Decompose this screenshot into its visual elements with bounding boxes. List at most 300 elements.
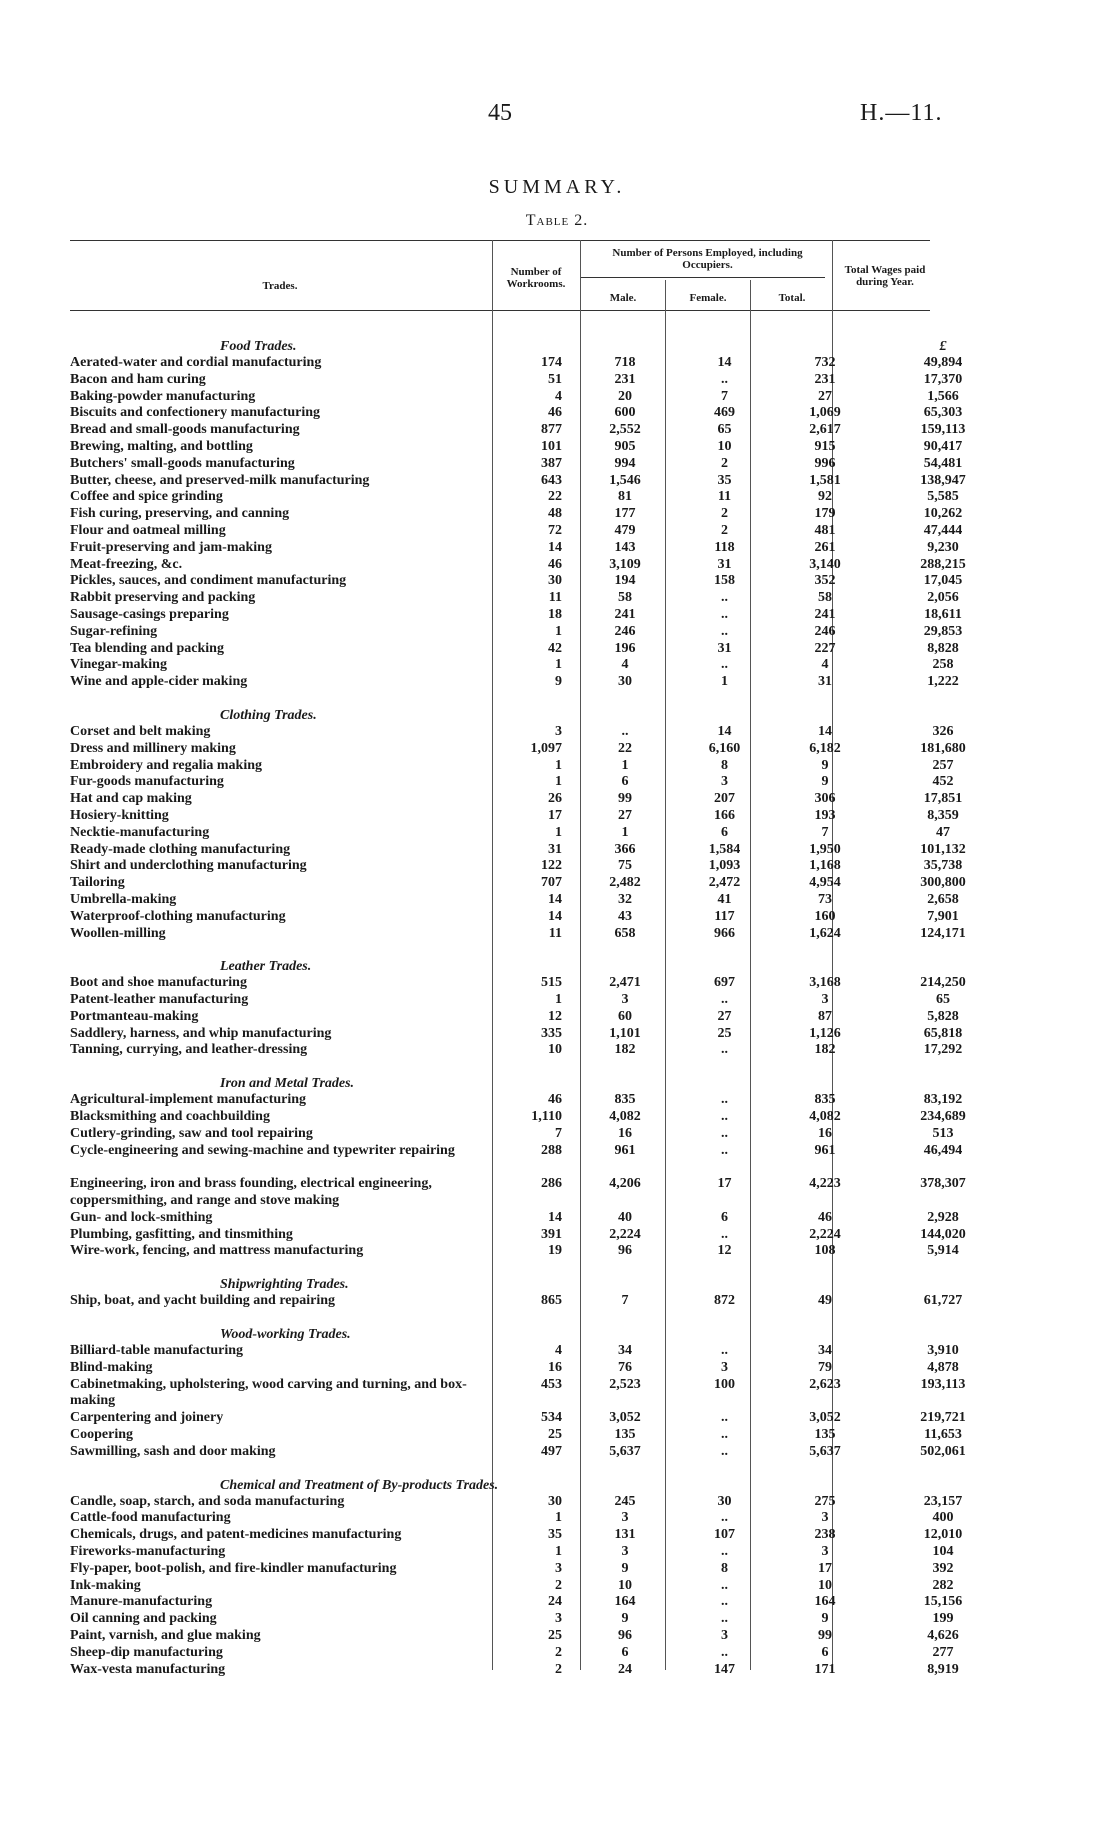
- wages-amount: 46,494: [923, 1142, 963, 1158]
- male-count: 245: [614, 1493, 636, 1509]
- male-count: 32: [618, 891, 632, 907]
- wages-amount: 1,222: [927, 674, 959, 690]
- table-row: [70, 388, 959, 406]
- trade-name: Flour and oatmeal milling: [70, 522, 226, 538]
- workrooms-count: 18: [548, 606, 562, 622]
- trade-name: Fly-paper, boot-polish, and fire-kindler manufacturing: [70, 1560, 397, 1576]
- table-row: [70, 1443, 966, 1461]
- wages-amount: 12,010: [923, 1527, 963, 1543]
- trade-name: Bacon and ham curing: [70, 371, 206, 387]
- table-row: [70, 1644, 954, 1662]
- header-persons: Number of Persons Employed, including Occupiers.: [612, 247, 803, 271]
- trade-section: [70, 707, 966, 942]
- workrooms-count: 865: [541, 1293, 562, 1309]
- workrooms-count: 14: [548, 539, 562, 555]
- trade-name: Umbrella-making: [70, 891, 177, 907]
- total-count: 31: [818, 674, 832, 690]
- trade-name: Shirt and underclothing manufacturing: [70, 858, 307, 874]
- trade-name: Necktie-manufacturing: [70, 824, 210, 840]
- female-count: 65: [717, 422, 732, 438]
- total-count: 961: [814, 1142, 836, 1158]
- workrooms-count: 391: [541, 1226, 562, 1242]
- table-row: [70, 1577, 954, 1595]
- female-count: ..: [721, 1427, 728, 1443]
- total-count: 1,168: [809, 858, 841, 874]
- table-row: [70, 875, 966, 892]
- currency-symbol: £: [939, 339, 947, 354]
- male-count: 143: [614, 539, 636, 555]
- table-row: [70, 355, 963, 372]
- wages-amount: 17,851: [923, 791, 963, 807]
- workrooms-count: 11: [548, 590, 562, 606]
- total-count: 227: [814, 640, 836, 656]
- total-count: 3,168: [809, 975, 841, 991]
- wages-amount: 90,417: [923, 438, 963, 454]
- workrooms-count: 3: [555, 1611, 562, 1627]
- workrooms-count: 46: [548, 1092, 562, 1108]
- female-count: 697: [714, 975, 735, 991]
- male-count: 3: [621, 1510, 629, 1526]
- table-row: [70, 1209, 959, 1227]
- header-workrooms: Number of Workrooms.: [506, 266, 566, 290]
- table-row: [70, 405, 963, 422]
- workrooms-count: 24: [548, 1594, 562, 1610]
- female-count: ..: [721, 1611, 728, 1627]
- trade-name: Boot and shoe manufacturing: [70, 975, 247, 991]
- workrooms-count: 31: [548, 841, 562, 857]
- male-count: 96: [618, 1628, 632, 1643]
- total-count: 10: [818, 1577, 832, 1593]
- female-count: 27: [717, 1008, 732, 1024]
- workrooms-count: 14: [548, 1209, 562, 1225]
- wages-amount: 101,132: [920, 841, 966, 857]
- total-count: 835: [814, 1092, 836, 1108]
- table-row: [70, 757, 954, 775]
- header-wages: Total Wages paid during Year.: [844, 264, 926, 288]
- female-count: 3: [721, 1359, 728, 1375]
- wages-amount: 5,914: [927, 1243, 959, 1259]
- female-count: ..: [721, 1125, 728, 1141]
- table-row: [70, 1594, 963, 1611]
- total-count: 2,617: [809, 422, 841, 438]
- total-count: 73: [818, 891, 832, 907]
- wages-amount: 234,689: [920, 1109, 966, 1125]
- page-header: [0, 100, 1114, 130]
- trade-name: Plumbing, gasfitting, and tinsmithing: [70, 1226, 293, 1242]
- male-count: 366: [614, 841, 636, 857]
- trade-name: Baking-powder manufacturing: [70, 388, 256, 404]
- total-count: 49: [818, 1293, 832, 1309]
- wages-amount: 35,738: [923, 858, 963, 874]
- female-count: ..: [721, 657, 728, 673]
- male-count: 2,523: [609, 1376, 641, 1392]
- table-row: [70, 841, 966, 859]
- female-count: 166: [714, 807, 735, 823]
- male-count: 961: [614, 1142, 636, 1158]
- total-count: 92: [818, 489, 832, 505]
- total-count: 9: [821, 1611, 829, 1627]
- male-count: 4: [621, 657, 629, 673]
- male-count: 16: [618, 1125, 632, 1141]
- female-count: 14: [717, 355, 732, 370]
- female-count: ..: [721, 1226, 728, 1242]
- table-row: [70, 539, 959, 557]
- table-row: [70, 891, 959, 909]
- table-row: [70, 858, 963, 875]
- female-count: ..: [721, 1644, 728, 1660]
- workrooms-count: 9: [555, 674, 562, 690]
- header-top-rule: [70, 240, 930, 241]
- workrooms-count: 122: [541, 858, 562, 874]
- trade-name: Embroidery and regalia making: [70, 757, 263, 773]
- total-count: 352: [814, 573, 836, 589]
- trade-name: Gun- and lock-smithing: [70, 1209, 213, 1225]
- female-count: 25: [717, 1025, 732, 1041]
- female-count: 147: [714, 1661, 735, 1677]
- table-row: [70, 1376, 966, 1411]
- trade-name: Coopering: [70, 1427, 133, 1443]
- table-row: [70, 1661, 959, 1679]
- workrooms-count: 387: [541, 455, 562, 471]
- workrooms-count: 2: [555, 1577, 562, 1593]
- female-count: 6,160: [708, 740, 741, 756]
- male-count: 75: [618, 858, 632, 874]
- wages-amount: 258: [932, 657, 954, 673]
- header-male: Male.: [609, 292, 637, 304]
- female-count: ..: [721, 1109, 728, 1125]
- persons-subheader-rule: [580, 277, 825, 278]
- wages-amount: 18,611: [924, 606, 962, 622]
- trade-name: Cattle-food manufacturing: [70, 1510, 231, 1526]
- table-row: [70, 657, 954, 674]
- workrooms-count: 17: [548, 807, 562, 823]
- trade-name: Cycle-engineering and sewing-machine and typewriter repairing: [70, 1142, 455, 1158]
- wages-amount: 2,056: [927, 590, 959, 606]
- female-count: ..: [721, 1343, 728, 1359]
- table-row: [70, 740, 966, 758]
- male-count: 22: [618, 740, 632, 756]
- female-count: 966: [714, 925, 735, 941]
- total-count: 99: [818, 1628, 832, 1643]
- table-row: [70, 573, 963, 590]
- trade-name: Blind-making: [70, 1359, 153, 1375]
- trade-name: Billiard-table manufacturing: [70, 1343, 244, 1359]
- male-count: 4,206: [609, 1176, 641, 1192]
- trade-name: Wire-work, fencing, and mattress manufacturing: [70, 1243, 364, 1259]
- total-count: 4,082: [809, 1109, 841, 1125]
- table-row: [70, 807, 959, 825]
- male-count: 246: [614, 623, 636, 639]
- document-reference: H.—11.: [860, 100, 943, 126]
- male-count: 7: [621, 1293, 629, 1309]
- trade-name: Fish curing, preserving, and canning: [70, 506, 290, 522]
- wages-amount: 9,230: [927, 539, 959, 555]
- trade-name: Chemicals, drugs, and patent-medicines manufacturing: [70, 1527, 402, 1543]
- wages-amount: 282: [932, 1577, 954, 1593]
- female-count: 2: [721, 506, 728, 522]
- section-title: Chemical and Treatment of By-products Trades.: [220, 1477, 499, 1493]
- workrooms-count: 14: [548, 891, 562, 907]
- table-row: [70, 1008, 959, 1026]
- section-title: Food Trades. £: [70, 338, 930, 355]
- total-count: 46: [818, 1209, 832, 1225]
- male-count: 4,082: [609, 1109, 641, 1125]
- total-count: 9: [821, 774, 829, 790]
- workrooms-count: 46: [548, 556, 562, 572]
- wages-amount: 1,566: [927, 388, 959, 404]
- total-count: 246: [814, 623, 836, 639]
- workrooms-count: 3: [555, 1560, 562, 1576]
- male-count: 135: [614, 1427, 636, 1443]
- total-count: 3,140: [809, 556, 841, 572]
- male-count: 2,482: [609, 875, 641, 891]
- trade-name: Brewing, malting, and bottling: [70, 438, 253, 454]
- wages-amount: 277: [932, 1644, 954, 1660]
- trade-name: Butchers' small-goods manufacturing: [70, 455, 295, 471]
- male-count: 1,101: [609, 1025, 641, 1041]
- male-count: 6: [621, 1644, 629, 1660]
- total-count: 4: [821, 657, 829, 673]
- male-count: 24: [618, 1661, 632, 1677]
- table-row: [70, 1293, 963, 1310]
- workrooms-count: 14: [548, 908, 562, 924]
- total-count: 2,224: [809, 1226, 841, 1242]
- workrooms-count: 643: [541, 472, 562, 488]
- workrooms-count: 1: [555, 1510, 562, 1526]
- wages-amount: 47,444: [923, 522, 963, 538]
- total-count: 3: [821, 992, 829, 1008]
- table-row: [70, 455, 963, 473]
- male-count: 1: [621, 824, 629, 840]
- female-count: 158: [714, 573, 735, 589]
- male-count: 9: [621, 1560, 629, 1576]
- trade-name: Aerated-water and cordial manufacturing: [70, 355, 322, 370]
- trade-name: Ship, boat, and yacht building and repairing: [70, 1293, 336, 1309]
- trade-section: [70, 1477, 963, 1679]
- total-count: 9: [821, 757, 829, 773]
- female-count: ..: [721, 1510, 728, 1526]
- table-row: [70, 975, 966, 992]
- female-count: ..: [721, 623, 728, 639]
- trade-section: [70, 958, 966, 1059]
- workrooms-count: 497: [541, 1443, 562, 1459]
- total-count: 108: [814, 1243, 836, 1259]
- table-row: [70, 791, 963, 808]
- table-row: [70, 506, 963, 523]
- female-count: ..: [721, 371, 728, 387]
- workrooms-count: 35: [548, 1527, 562, 1543]
- male-count: 99: [618, 791, 632, 807]
- table-row: [70, 556, 966, 574]
- workrooms-count: 534: [541, 1410, 562, 1426]
- wages-amount: 288,215: [920, 556, 966, 572]
- workrooms-count: 30: [548, 1493, 562, 1509]
- trade-name: Fruit-preserving and jam-making: [70, 539, 272, 555]
- female-count: 2: [721, 455, 728, 471]
- female-count: 6: [721, 1209, 728, 1225]
- summary-heading: SUMMARY.: [488, 176, 626, 198]
- wages-amount: 214,250: [920, 975, 966, 991]
- male-count: 600: [614, 405, 636, 421]
- total-count: 7: [821, 824, 829, 840]
- male-count: 194: [614, 573, 636, 589]
- wages-amount: 2,928: [927, 1209, 959, 1225]
- trade-name: Tea blending and packing: [70, 640, 224, 656]
- table-row: [70, 590, 959, 607]
- wages-amount: 502,061: [920, 1443, 966, 1459]
- female-count: 107: [714, 1527, 735, 1543]
- wages-amount: 159,113: [920, 422, 966, 438]
- trade-name: Tanning, currying, and leather-dressing: [70, 1042, 308, 1058]
- trade-name: Candle, soap, starch, and soda manufacturing: [70, 1493, 345, 1509]
- wages-amount: 513: [932, 1125, 954, 1141]
- total-count: 915: [814, 438, 836, 454]
- total-count: 1,581: [809, 472, 841, 488]
- workrooms-count: 25: [548, 1427, 562, 1443]
- female-count: ..: [721, 590, 728, 606]
- total-count: 79: [818, 1359, 832, 1375]
- workrooms-count: 877: [541, 422, 562, 438]
- trade-name: Carpentering and joinery: [70, 1410, 224, 1426]
- total-count: 238: [814, 1527, 836, 1543]
- trade-name: Corset and belt making: [70, 723, 211, 739]
- wages-amount: 61,727: [923, 1293, 963, 1309]
- male-count: 231: [614, 371, 636, 387]
- workrooms-count: 1,110: [531, 1109, 562, 1125]
- total-count: 996: [814, 455, 836, 471]
- male-count: 3,109: [609, 556, 641, 572]
- male-count: 10: [618, 1577, 632, 1593]
- male-count: 131: [614, 1527, 636, 1543]
- female-count: 41: [717, 891, 732, 907]
- workrooms-count: 1: [555, 992, 562, 1008]
- wages-amount: 83,192: [923, 1092, 963, 1108]
- wages-amount: 47: [936, 824, 950, 840]
- trade-name: Cutlery-grinding, saw and tool repairing: [70, 1125, 313, 1141]
- table-row: [70, 1025, 963, 1043]
- trade-name: Woollen-milling: [70, 925, 166, 941]
- table-row: [70, 606, 962, 624]
- female-count: 14: [717, 723, 732, 739]
- workrooms-count: 3: [555, 723, 562, 739]
- total-count: 135: [814, 1427, 836, 1443]
- trade-name: Oil canning and packing: [70, 1611, 217, 1627]
- table-row: [70, 723, 954, 741]
- trade-name: Coffee and spice grinding: [70, 489, 223, 505]
- female-count: 2: [721, 522, 728, 538]
- wages-amount: 5,585: [927, 489, 959, 505]
- table-row: [70, 1410, 966, 1427]
- total-count: 1,624: [809, 925, 841, 941]
- workrooms-count: 2: [555, 1644, 562, 1660]
- trade-name: Sheep-dip manufacturing: [70, 1644, 223, 1660]
- table-row: [70, 1544, 954, 1561]
- male-count: 2,471: [609, 975, 641, 991]
- total-count: 171: [814, 1661, 836, 1677]
- total-count: 3: [821, 1544, 829, 1560]
- total-count: 164: [814, 1594, 836, 1610]
- male-count: 718: [614, 355, 636, 370]
- trade-name: Hat and cap making: [70, 791, 192, 807]
- table-row: [70, 1527, 963, 1544]
- trade-name: Ready-made clothing manufacturing: [70, 841, 291, 857]
- wages-amount: 326: [932, 723, 954, 739]
- wages-amount: 378,307: [920, 1176, 966, 1192]
- page-number: 45: [488, 100, 512, 126]
- table-row: [70, 1109, 966, 1126]
- table-row: [70, 438, 963, 456]
- trade-name: Paint, varnish, and glue making: [70, 1628, 261, 1643]
- section-title: Iron and Metal Trades.: [220, 1076, 355, 1092]
- total-count: 160: [814, 908, 836, 924]
- wages-amount: 392: [932, 1560, 954, 1576]
- female-count: ..: [721, 1594, 728, 1610]
- table-row: [70, 1493, 963, 1511]
- trade-name: Blacksmithing and coachbuilding: [70, 1109, 270, 1125]
- wages-amount: 144,020: [920, 1226, 966, 1242]
- female-count: 3: [721, 1628, 728, 1643]
- trade-name: Wax-vesta manufacturing: [70, 1661, 226, 1677]
- trade-name: Saddlery, harness, and whip manufacturing: [70, 1025, 332, 1041]
- workrooms-count: 288: [541, 1142, 562, 1158]
- male-count: 20: [618, 388, 632, 404]
- workrooms-count: 286: [541, 1176, 562, 1192]
- wages-amount: 219,721: [920, 1410, 966, 1426]
- male-count: 835: [614, 1092, 636, 1108]
- male-count: 43: [618, 908, 632, 924]
- table-row: [70, 489, 959, 506]
- female-count: 30: [717, 1493, 732, 1509]
- male-count: 196: [614, 640, 636, 656]
- workrooms-count: 46: [548, 405, 562, 421]
- wages-amount: 10,262: [923, 506, 963, 522]
- table-row: [70, 623, 963, 641]
- trade-name: Meat-freezing, &c.: [70, 556, 183, 572]
- table-row: [70, 1359, 959, 1377]
- female-count: 1: [721, 674, 728, 690]
- wages-amount: 3,910: [927, 1343, 959, 1359]
- trade-name: Butter, cheese, and preserved-milk manufacturing: [70, 472, 370, 488]
- total-count: 231: [814, 371, 836, 387]
- wages-amount: 4,626: [927, 1628, 959, 1643]
- workrooms-count: 51: [548, 371, 562, 387]
- female-count: ..: [721, 992, 728, 1008]
- female-count: 1,093: [708, 858, 741, 874]
- total-count: 261: [814, 539, 836, 555]
- total-count: 182: [814, 1042, 836, 1058]
- female-count: ..: [721, 606, 728, 622]
- trade-name: Fireworks-manufacturing: [70, 1544, 226, 1560]
- trade-name: Agricultural-implement manufacturing: [70, 1092, 307, 1108]
- total-count: 4,223: [809, 1176, 841, 1192]
- wages-amount: 2,658: [927, 891, 959, 907]
- table-row: [70, 1142, 963, 1177]
- workrooms-count: 4: [555, 1343, 562, 1359]
- trade-name: Hosiery-knitting: [70, 807, 169, 823]
- workrooms-count: 48: [548, 506, 562, 522]
- wages-amount: 300,800: [920, 875, 966, 891]
- total-count: 87: [818, 1008, 832, 1024]
- workrooms-count: 25: [548, 1628, 562, 1643]
- female-count: ..: [721, 1042, 728, 1058]
- table-row: [70, 908, 959, 926]
- wages-amount: 124,171: [920, 925, 966, 941]
- wages-amount: 8,919: [927, 1661, 959, 1677]
- trade-name: Tailoring: [70, 875, 125, 891]
- trade-name: Fur-goods manufacturing: [70, 774, 224, 790]
- workrooms-count: 515: [541, 975, 562, 991]
- total-count: 16: [818, 1125, 832, 1141]
